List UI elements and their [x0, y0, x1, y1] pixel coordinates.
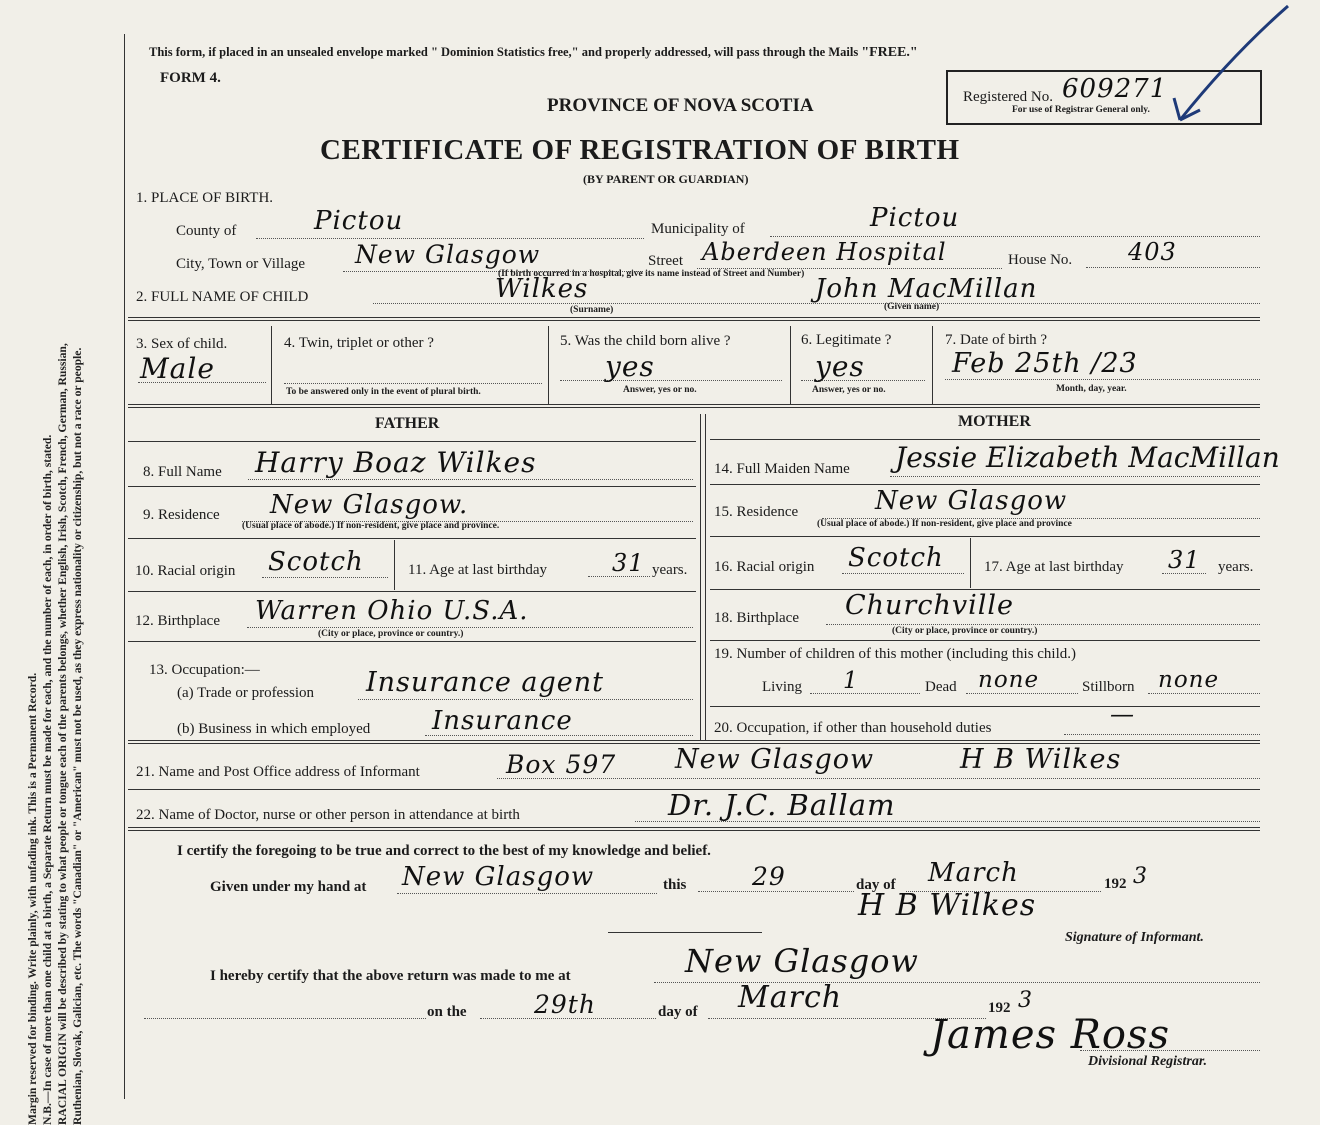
margin-note — [25, 85, 85, 1125]
father-trade-line — [358, 699, 693, 700]
city-value: New Glasgow — [355, 240, 541, 269]
mother-birthplace-label: 18. Birthplace — [714, 610, 799, 626]
father-residence-label: 9. Residence — [143, 507, 220, 523]
cell-divider — [932, 326, 933, 404]
street-label: Street — [648, 253, 683, 269]
father-name-label: 8. Full Name — [143, 464, 222, 480]
mother-residence-label: 15. Residence — [714, 504, 799, 520]
father-birthplace-value: Warren Ohio U.S.A. — [255, 596, 529, 626]
mother-residence-note: (Usual place of abode.) If non-resident, give place and province — [817, 519, 1072, 529]
short-rule — [608, 932, 762, 933]
twin-note: To be answered only in the event of plural birth. — [286, 387, 481, 397]
doctor-value: Dr. J.C. Ballam — [668, 788, 896, 822]
child-surname-value: Wilkes — [495, 274, 589, 304]
mother-heading: MOTHER — [958, 413, 1031, 430]
cell-divider — [970, 538, 971, 588]
house-value: 403 — [1128, 238, 1177, 266]
mother-years: years. — [1218, 559, 1254, 575]
registrar-year-suffix: 3 — [1018, 988, 1033, 1013]
father-trade-value: Insurance agent — [366, 667, 604, 698]
registrar-signature-line — [1080, 1050, 1260, 1051]
father-heading: FATHER — [375, 415, 440, 432]
certify-dayof-label: day of — [856, 877, 896, 893]
mother-occupation-label: 20. Occupation, if other than household duties — [714, 720, 992, 736]
informant-signature-label: Signature of Informant. — [1065, 930, 1204, 945]
row-line — [128, 591, 696, 592]
informant-signature: H B Wilkes — [858, 888, 1037, 923]
stillborn-label: Stillborn — [1082, 679, 1135, 695]
mother-age-label: 17. Age at last birthday — [984, 559, 1124, 575]
mother-name-value: Jessie Elizabeth MacMillan — [895, 441, 1280, 474]
row-line — [710, 439, 1260, 440]
informant-label: 21. Name and Post Office address of Informant — [136, 764, 420, 780]
father-race-line — [262, 577, 388, 578]
mother-occupation-line — [1064, 734, 1260, 735]
row-line — [128, 641, 696, 642]
mother-birthplace-value: Churchville — [845, 590, 1014, 621]
father-birthplace-line — [247, 627, 693, 628]
county-value: Pictou — [314, 206, 404, 236]
certify-this-label: this — [663, 877, 687, 893]
given-label: Given under my hand at — [210, 879, 367, 895]
section-divider — [128, 317, 1260, 321]
father-race-value: Scotch — [268, 547, 364, 577]
mother-race-label: 16. Racial origin — [714, 559, 815, 575]
mother-occupation-value: — — [1110, 700, 1135, 728]
father-residence-value: New Glasgow. — [270, 490, 469, 520]
cell-divider — [790, 326, 791, 404]
born-alive-value: yes — [605, 350, 655, 383]
cell-divider — [271, 326, 272, 404]
binding-margin-line — [124, 34, 125, 1099]
county-label: County of — [176, 223, 237, 239]
born-alive-label: 5. Was the child born alive ? — [560, 333, 731, 349]
parents-divider — [700, 414, 701, 740]
father-residence-note: (Usual place of abode.) If non-resident, give place and province. — [242, 521, 500, 531]
living-value: 1 — [843, 668, 859, 694]
cell-divider — [548, 326, 549, 404]
row-line — [710, 706, 1260, 707]
check-mark-stroke — [1160, 0, 1300, 135]
house-label: House No. — [1008, 252, 1073, 268]
registrar-use-note: For use of Registrar General only. — [1012, 105, 1150, 115]
informant-name-value: H B Wilkes — [960, 744, 1122, 775]
province-heading: PROVINCE OF NOVA SCOTIA — [547, 95, 814, 116]
sex-label: 3. Sex of child. — [136, 336, 228, 352]
section-divider — [128, 404, 1260, 408]
registrar-on-label: on the — [427, 1004, 467, 1020]
registrar-month-value: March — [738, 980, 843, 1015]
county-line — [256, 238, 644, 239]
certify-year-prefix: 192 — [1104, 876, 1127, 892]
legitimate-label: 6. Legitimate ? — [801, 332, 892, 348]
father-age-value: 31 — [612, 549, 645, 577]
dob-label: 7. Date of birth ? — [945, 332, 1048, 348]
registered-number: 609271 — [1062, 74, 1168, 104]
margin-line: Ruthenian, Slovak, Galician, etc. The words "Canadian" or "American" must not be used, as they express nationality or citizenship, but not a race or people. — [71, 347, 84, 1125]
margin-line: Margin reserved for binding. Write plainly, with unfading ink. This is a Permanent Record. — [26, 672, 39, 1125]
father-race-label: 10. Racial origin — [135, 563, 236, 579]
mother-name-label: 14. Full Maiden Name — [714, 461, 850, 477]
given-place-value: New Glasgow — [402, 862, 595, 892]
dead-value: none — [978, 667, 1040, 693]
doctor-label: 22. Name of Doctor, nurse or other person in attendance at birth — [136, 807, 520, 823]
certify-text: I certify the foregoing to be true and correct to the best of my knowledge and belief. — [177, 843, 711, 859]
surname-caption: (Surname) — [570, 305, 614, 315]
mother-birthplace-line — [826, 624, 1260, 625]
dob-value: Feb 25th /23 — [952, 348, 1138, 379]
mother-race-line — [842, 573, 964, 574]
section-divider — [128, 827, 1260, 831]
certify-year-suffix: 3 — [1133, 864, 1148, 889]
father-years: years. — [652, 562, 688, 578]
row-line — [128, 538, 696, 539]
margin-line: RACIAL ORIGIN will be described by stating to what people or tongue each of the parents belongs, whether English, Irish, Scotch, French, German, Russian, — [56, 343, 69, 1125]
row-line — [710, 536, 1260, 537]
row-line — [128, 486, 696, 487]
registrar-year-prefix: 192 — [988, 1000, 1011, 1016]
living-label: Living — [762, 679, 802, 695]
registrar-place-value: New Glasgow — [685, 942, 919, 980]
registered-label: Registered No. — [963, 89, 1053, 105]
municipality-value: Pictou — [870, 203, 960, 233]
sex-value: Male — [140, 352, 215, 385]
father-name-line — [248, 479, 693, 480]
informant-town-value: New Glasgow — [675, 744, 875, 775]
house-line — [1086, 267, 1260, 268]
father-birthplace-label: 12. Birthplace — [135, 613, 220, 629]
born-alive-line — [560, 380, 782, 381]
certify-day-line — [698, 891, 854, 892]
mother-birthplace-note: (City or place, province or country.) — [892, 626, 1038, 636]
father-name-value: Harry Boaz Wilkes — [255, 446, 537, 479]
parents-divider — [705, 414, 706, 740]
row-line — [128, 441, 696, 442]
mail-notice: This form, if placed in an unsealed envelope marked " Dominion Statistics free," and properly addressed, will pass through the Mails "FREE." — [149, 45, 918, 60]
father-business-label: (b) Business in which employed — [177, 721, 371, 737]
father-birthplace-note: (City or place, province or country.) — [318, 629, 464, 639]
informant-address-value: Box 597 — [506, 750, 617, 779]
municipality-line — [770, 236, 1260, 237]
certify-month-value: March — [928, 858, 1019, 888]
dead-line — [966, 693, 1078, 694]
dob-line — [945, 379, 1260, 380]
father-occupation-label: 13. Occupation:— — [149, 662, 260, 678]
registrar-day-value: 29th — [534, 990, 596, 1019]
municipality-label: Municipality of — [651, 221, 745, 237]
mother-children-label: 19. Number of children of this mother (including this child.) — [714, 646, 1077, 662]
page-subtitle: (BY PARENT OR GUARDIAN) — [583, 172, 749, 186]
registrar-signature-label: Divisional Registrar. — [1088, 1054, 1208, 1069]
city-label: City, Town or Village — [176, 256, 306, 272]
legitimate-value: yes — [815, 350, 865, 383]
certify-day-value: 29 — [752, 862, 786, 891]
dob-note: Month, day, year. — [1056, 384, 1127, 394]
child-given-name-value: John MacMillan — [815, 274, 1038, 304]
mother-race-value: Scotch — [848, 543, 944, 573]
born-alive-note: Answer, yes or no. — [623, 385, 697, 395]
father-trade-label: (a) Trade or profession — [177, 685, 315, 701]
father-age-label: 11. Age at last birthday — [408, 562, 547, 578]
father-business-value: Insurance — [432, 706, 573, 736]
registrar-leader-line — [144, 1018, 426, 1019]
mother-residence-value: New Glasgow — [875, 486, 1068, 516]
mother-name-line — [890, 476, 1260, 477]
given-place-line — [397, 893, 657, 894]
living-line — [810, 693, 920, 694]
registrar-signature: James Ross — [930, 1012, 1170, 1058]
mother-age-value: 31 — [1168, 546, 1201, 574]
registrar-certify-text: I hereby certify that the above return was made to me at — [210, 968, 571, 984]
twin-line — [284, 383, 542, 384]
row-line — [710, 640, 1260, 641]
dead-label: Dead — [925, 679, 957, 695]
legitimate-note: Answer, yes or no. — [812, 385, 886, 395]
page-title: CERTIFICATE OF REGISTRATION OF BIRTH — [320, 134, 960, 166]
place-of-birth-heading: 1. PLACE OF BIRTH. — [136, 190, 274, 206]
twin-label: 4. Twin, triplet or other ? — [284, 335, 434, 351]
cell-divider — [394, 540, 395, 590]
stillborn-value: none — [1158, 667, 1220, 693]
hospital-note: (If birth occurred in a hospital, give its name instead of Street and Number) — [498, 269, 805, 279]
form-number: FORM 4. — [160, 70, 221, 86]
stillborn-line — [1148, 693, 1260, 694]
child-name-label: 2. FULL NAME OF CHILD — [136, 289, 309, 305]
given-name-caption: (Given name) — [884, 302, 940, 312]
row-line — [710, 484, 1260, 485]
street-value: Aberdeen Hospital — [702, 238, 947, 266]
registrar-dayof-label: day of — [658, 1004, 698, 1020]
margin-line: N.B.—In case of more than one child at a birth, a Separate Return must be made for each, and the number of each, in order of birth, stated. — [41, 434, 54, 1125]
